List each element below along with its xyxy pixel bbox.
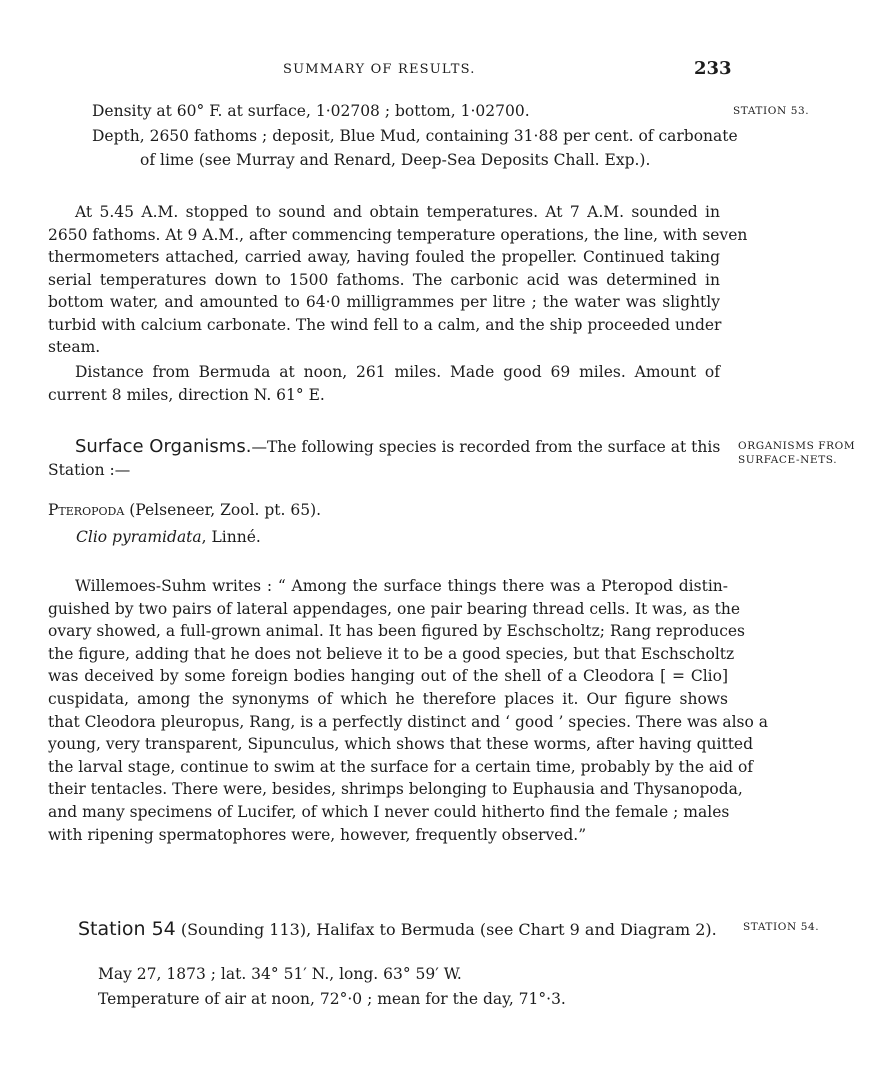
pteropoda-line (48, 499, 321, 521)
narrative-line: At 5.45 A.M. stopped to sound and obtain temperatures. At 7 A.M. sounded in (75, 203, 720, 221)
narrative-line: steam. (48, 338, 101, 356)
depth-line-2: of lime (see Murray and Renard, Deep-Sea Deposits Chall. Exp.). (140, 151, 651, 169)
narrative-line: serial temperatures down to 1500 fathoms. The carbonic acid was determined in (48, 270, 720, 289)
quote-line: the figure, adding that he does not believe it to be a good species, but that Eschscholtz (48, 644, 735, 663)
quote-line: Willemoes-Suhm writes : “ Among the surface things there was a Pteropod distin- (75, 577, 728, 595)
distance-line: current 8 miles, direction N. 61° E. (48, 385, 325, 404)
surface-intro-line-2: Station :— (48, 460, 131, 479)
quote-line: guished by two pairs of lateral appendages, one pair bearing thread cells. It was, as the (48, 599, 740, 618)
running-title: SUMMARY OF RESULTS. (283, 62, 476, 77)
pteropoda-group: Pteropoda (48, 501, 125, 519)
surface-organisms-heading: Surface Organisms. (75, 436, 252, 457)
distance-paragraph (48, 361, 720, 406)
depth-line-1: Depth, 2650 fathoms ; deposit, Blue Mud, containing 31·88 per cent. of carbonate (92, 127, 738, 145)
station-54-title: Station 54 (78, 918, 176, 940)
station-54-temperature-line: Temperature of air at noon, 72°·0 ; mean for the day, 71°·3. (98, 990, 566, 1008)
quote-line: the larval stage, continue to swim at the surface for a certain time, probably by the aid of (48, 757, 754, 776)
station-54-subtitle: (Sounding 113), Halifax to Bermuda (see Chart 9 and Diagram 2). (175, 920, 717, 939)
willemoes-suhm-quote (48, 575, 769, 846)
density-line: Density at 60° F. at surface, 1·02708 ; bottom, 1·02700. (92, 102, 530, 120)
pteropoda-reference: (Pelseneer, Zool. pt. 65). (124, 501, 322, 519)
distance-line: Distance from Bermuda at noon, 261 miles. Made good 69 miles. Amount of (75, 363, 720, 381)
quote-line: ovary showed, a full-grown animal. It has been figured by Eschscholtz; Rang reproduces (48, 622, 746, 641)
station-54-date-line: May 27, 1873 ; lat. 34° 51′ N., long. 63° 59′ W. (98, 965, 462, 983)
page-number: 233 (694, 58, 732, 79)
quote-line: and many specimens of Lucifer, of which I never could hitherto find the female ; males (48, 802, 730, 821)
narrative-line: 2650 fathoms. At 9 A.M., after commencing temperature operations, the line, with seven (48, 225, 748, 244)
quote-line: was deceived by some foreign bodies hanging out of the shell of a Cleodora [ = Clio] (48, 667, 728, 686)
margin-label-station-53: STATION 53. (733, 105, 810, 117)
narrative-line: thermometers attached, carried away, having fouled the propeller. Continued taking (48, 248, 720, 266)
quote-line: their tentacles. There were, besides, shrimps belonging to Euphausia and Thysanopoda, (48, 780, 743, 799)
species-name: Clio pyramidata (76, 528, 202, 546)
station-54-heading (78, 918, 717, 941)
quote-line: that Cleodora pleuropus, Rang, is a perfectly distinct and ‘ good ’ species. There was also a (48, 712, 769, 731)
surface-intro-text: —The following species is recorded from the surface at this (251, 438, 721, 456)
species-line (76, 526, 261, 548)
narrative-paragraph (48, 201, 748, 359)
species-author: , Linné. (201, 528, 261, 546)
margin-label-organisms (738, 439, 855, 467)
quote-line: cuspidata, among the synonyms of which he therefore places it. Our figure shows (48, 689, 728, 708)
margin-label-organisms-line-1: ORGANISMS FROM (738, 440, 856, 452)
margin-label-station-54: STATION 54. (743, 921, 820, 933)
surface-organisms-paragraph (48, 436, 720, 481)
narrative-line: bottom water, and amounted to 64·0 milligrammes per litre ; the water was slightly (48, 293, 720, 311)
narrative-line: turbid with calcium carbonate. The wind fell to a calm, and the ship proceeded under (48, 315, 722, 334)
surface-intro-line (48, 436, 720, 459)
quote-line: young, very transparent, Sipunculus, which shows that these worms, after having quitted (48, 735, 754, 754)
quote-line: with ripening spermatophores were, however, frequently observed.” (48, 825, 587, 844)
margin-label-organisms-line-2: SURFACE-NETS. (738, 454, 838, 466)
